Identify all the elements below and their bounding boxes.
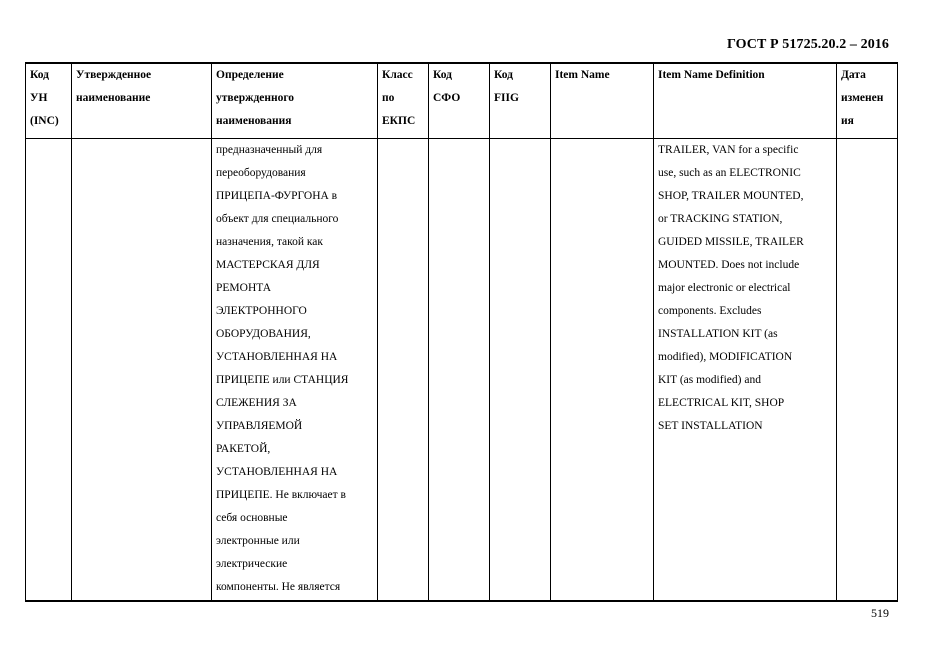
header-approved-name: Утвержденное наименование xyxy=(72,63,212,139)
page-number: 519 xyxy=(871,606,889,620)
header-ekps-class: Класс по ЕКПС xyxy=(378,63,429,139)
cell-inc xyxy=(26,139,72,601)
cell-approved-name xyxy=(72,139,212,601)
cell-definition: предназначенный для переоборудования ПРИЦЕПА-ФУРГОНА в объект для специального назначения, такой как МАСТЕРСКАЯ ДЛЯ РЕМОНТА ЭЛЕКТРОННОГО ОБОРУДОВАНИЯ, УСТАНОВЛЕННАЯ НА ПРИЦЕПЕ или СТАНЦИЯ СЛЕЖЕНИЯ ЗА УПРАВЛЯЕМОЙ РАКЕТОЙ, УСТАНОВЛЕННАЯ НА ПРИЦЕПЕ. Не включает в себя основные электронные или электрические компоненты. Не является xyxy=(212,139,378,601)
cell-change-date xyxy=(837,139,898,601)
header-inc: Код УН (INC) xyxy=(26,63,72,139)
table-header-row xyxy=(26,63,898,139)
cell-fiig-code xyxy=(490,139,551,601)
cell-item-name-definition: TRAILER, VAN for a specific use, such as an ELECTRONIC SHOP, TRAILER MOUNTED, or TRACKING STATION, GUIDED MISSILE, TRAILER MOUNTED. Does not include major electronic or electrical components. Excludes INSTALLATION KIT (as modified), MODIFICATION KIT (as modified) and ELECTRICAL KIT, SHOP SET INSTALLATION xyxy=(654,139,837,601)
cell-sfo-code xyxy=(429,139,490,601)
header-definition: Определение утвержденного наименования xyxy=(212,63,378,139)
document-header: ГОСТ Р 51725.20.2 – 2016 xyxy=(726,37,889,52)
header-sfo-code: Код СФО xyxy=(429,63,490,139)
cell-ekps-class xyxy=(378,139,429,601)
nomenclature-table xyxy=(25,62,898,602)
table-row xyxy=(26,139,898,601)
header-fiig-code: Код FIIG xyxy=(490,63,551,139)
header-change-date: Дата изменен ия xyxy=(837,63,898,139)
header-item-name: Item Name xyxy=(551,63,654,139)
header-item-name-definition: Item Name Definition xyxy=(654,63,837,139)
cell-item-name xyxy=(551,139,654,601)
